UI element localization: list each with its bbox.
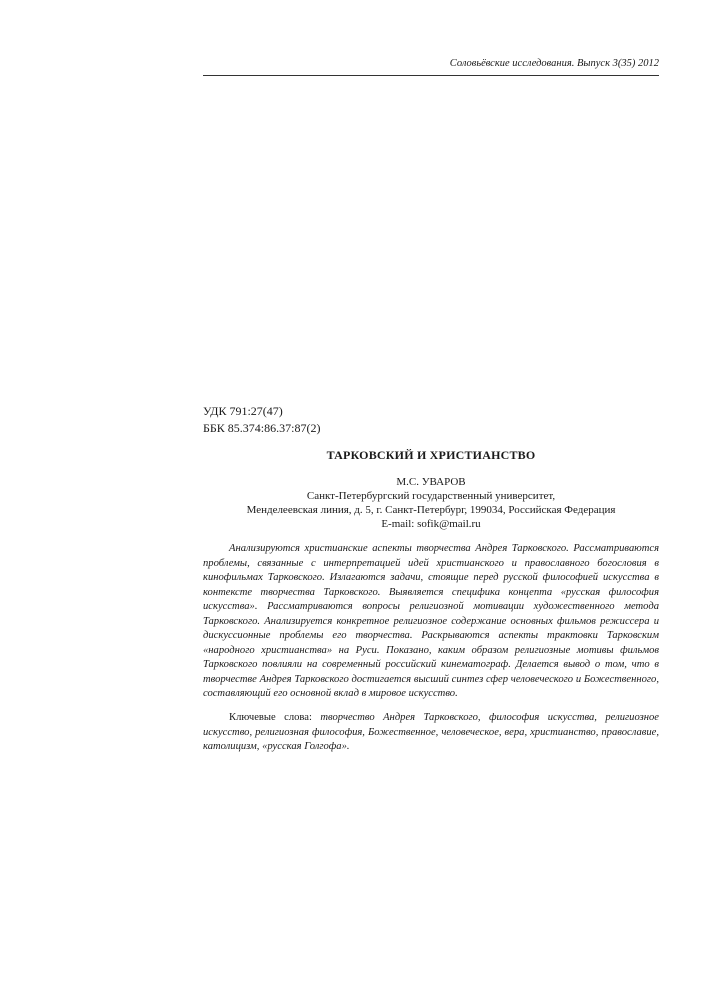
abstract: [203, 542, 659, 702]
running-header: Соловьёвские исследования. Выпуск 3(35) 2012: [449, 58, 659, 69]
article-title: ТАРКОВСКИЙ И ХРИСТИАНСТВО: [326, 448, 536, 462]
author-address: Менделеевская линия, д. 5, г. Санкт-Петербург, 199034, Российская Федерация: [246, 504, 616, 516]
author-block: [203, 475, 659, 531]
header-rule: [203, 75, 659, 76]
classification-codes: [203, 403, 320, 437]
bbk-code: ББК 85.374:86.37:87(2): [203, 421, 321, 435]
author-name: М.С. УВАРОВ: [396, 476, 466, 488]
keywords-label: Ключевые слова:: [229, 712, 312, 723]
udk-code: УДК 791:27(47): [203, 404, 283, 418]
abstract-text: Анализируются христианские аспекты творчества Андрея Тарковского. Рассматриваются проблемы, связанные с интерпретацией идей христианского и православного богословия в кинофильмах Тарковского. Излагаются задачи, стоящие перед русской философией искусства в контексте творчества Тарковского. Выявляется специфика концепта «русская философия искусства». Рассматриваются вопросы религиозной мотивации художественного метода Тарковского. Анализируется конкретное религиозное содержание основных фильмов режиссера и дискуссионные проблемы его творчества. Раскрываются аспекты трактовки Тарковским «народного христианства» на Руси. Показано, каким образом религиозные мотивы фильмов Тарковского повлияли на современный российский кинематограф. Делается вывод о том, что в творчестве Андрея Тарковского достигается высший синтез сфер человеческого и Божественного, составляющий его основной вклад в мировое искусство.: [203, 543, 659, 699]
author-affiliation: Санкт-Петербургский государственный университет,: [306, 490, 556, 502]
keywords: [203, 711, 659, 755]
author-email: E-mail: sofik@mail.ru: [381, 518, 481, 530]
keywords-list: творчество Андрея Тарковского, философия искусства, религиозное искусство, религиозная философия, Божественное, человеческое, вера, христианство, православие, католицизм, «русская Голгофа».: [203, 712, 659, 752]
